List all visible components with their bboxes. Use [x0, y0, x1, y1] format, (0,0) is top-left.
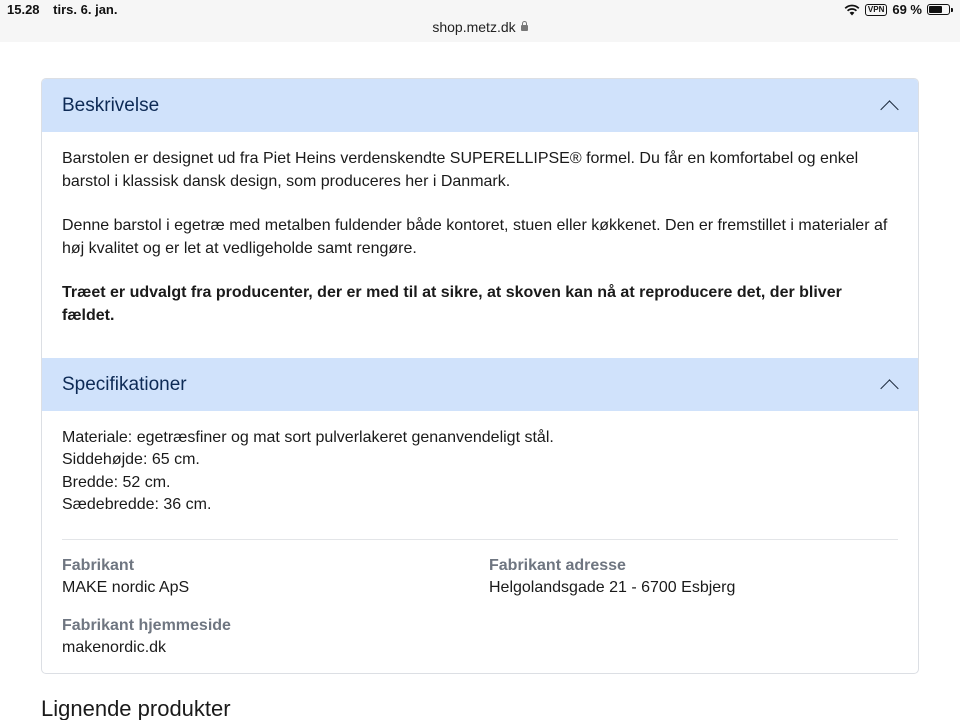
manufacturer-grid: [62, 555, 898, 659]
description-paragraph: Denne barstol i egetræ med metalben fuldender både kontoret, stuen eller køkkenet. Den er fremstillet i materialer af høj kvalitet og er let at vedligeholde samt rengøre.: [62, 217, 888, 257]
spec-width: Bredde: 52 cm.: [62, 473, 171, 491]
product-info-card: [41, 78, 919, 674]
manufacturer-value: MAKE nordic ApS: [62, 579, 190, 597]
address-label: Fabrikant adresse: [489, 557, 626, 575]
address-block: [489, 555, 898, 600]
description-paragraph-bold: Træet er udvalgt fra producenter, der er med til at sikre, at skoven kan nå at reproducere det, der bliver fældet.: [62, 284, 842, 324]
status-date: tirs. 6. jan.: [53, 2, 118, 17]
spec-seat-width: Sædebredde: 36 cm.: [62, 495, 212, 513]
website-value: makenordic.dk: [62, 639, 167, 657]
battery-icon: [927, 4, 950, 15]
divider: [62, 539, 898, 540]
status-right: [844, 2, 950, 17]
url-text: shop.metz.dk: [432, 19, 516, 35]
vpn-badge: VPN: [865, 4, 887, 16]
description-accordion-header[interactable]: [42, 79, 918, 132]
specifications-accordion-header[interactable]: [42, 358, 918, 411]
address-bar[interactable]: [0, 19, 960, 35]
status-time: 15.28: [7, 2, 40, 17]
wifi-icon: [844, 4, 860, 16]
website-block: [62, 615, 489, 660]
description-body: [42, 132, 918, 358]
address-value: Helgolandsgade 21 - 6700 Esbjerg: [489, 579, 736, 597]
chevron-up-icon[interactable]: [880, 379, 898, 397]
website-label: Fabrikant hjemmeside: [62, 616, 231, 634]
lock-icon: [521, 25, 528, 31]
similar-products-heading: Lignende produkter: [41, 696, 231, 720]
specifications-title: Specifikationer: [62, 373, 187, 395]
manufacturer-label: Fabrikant: [62, 557, 135, 575]
battery-percent: 69 %: [892, 2, 922, 17]
description-paragraph: Barstolen er designet ud fra Piet Heins verdenskendte SUPERELLIPSE® formel. Du får en komfortabel og enkel barstol i klassisk dansk design, som produceres her i Danmark.: [62, 150, 859, 190]
spec-seat-height: Siddehøjde: 65 cm.: [62, 451, 200, 469]
battery-level: [929, 6, 942, 13]
chevron-up-icon[interactable]: [880, 100, 898, 118]
status-left: [7, 2, 127, 17]
spec-material: Materiale: egetræsfiner og mat sort pulverlakeret genanvendeligt stål.: [62, 429, 554, 446]
specifications-body: [42, 411, 918, 659]
status-bar: [0, 0, 960, 42]
description-title: Beskrivelse: [62, 94, 160, 116]
manufacturer-block: [62, 555, 489, 600]
